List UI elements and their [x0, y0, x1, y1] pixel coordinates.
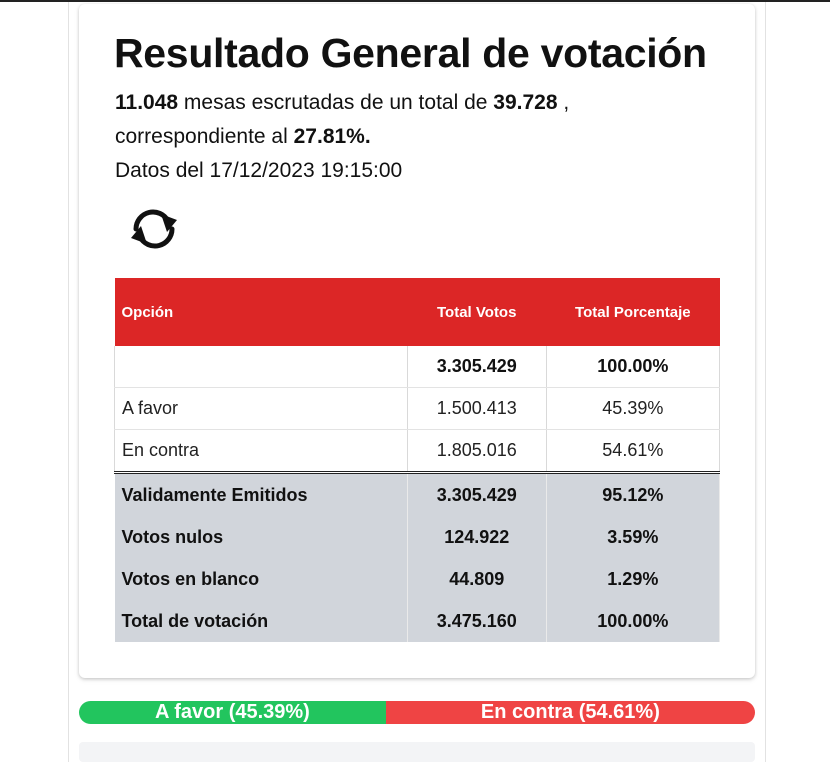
mesas-text: mesas escrutadas de un total de: [183, 91, 488, 114]
cell-opcion: Votos nulos: [115, 516, 408, 558]
table-row-total-valid: [115, 346, 720, 388]
table-header-row: [115, 278, 720, 346]
result-bar-en-contra: En contra (54.61%): [386, 701, 755, 724]
mesas-suffix: ,: [563, 91, 570, 114]
data-timestamp: Datos del 17/12/2023 19:15:00: [115, 159, 403, 182]
cell-votos: 124.922: [407, 516, 546, 558]
cell-porcentaje: 3.59%: [546, 516, 719, 558]
result-bar-a-favor: A favor (45.39%): [79, 701, 386, 724]
scrutiny-percentage: 27.81%.: [293, 125, 371, 148]
cell-porcentaje: 95.12%: [546, 473, 719, 517]
cell-opcion: En contra: [115, 430, 408, 473]
cell-votos: 1.805.016: [407, 430, 546, 473]
next-section-card: [79, 742, 755, 762]
header-total-votos: Total Votos: [407, 278, 546, 346]
cell-porcentaje: 54.61%: [546, 430, 719, 473]
mesas-escrutadas-count: 11.048: [115, 91, 179, 114]
result-progress-bar: [79, 701, 755, 724]
table-row-votos-en-blanco: [115, 558, 720, 600]
table-row-total-votacion: [115, 600, 720, 642]
cell-votos: 3.305.429: [407, 473, 546, 517]
refresh-button[interactable]: [126, 205, 182, 253]
cell-votos: 3.305.429: [407, 346, 546, 388]
mesas-total-count: 39.728: [493, 91, 558, 114]
cell-opcion: A favor: [115, 388, 408, 430]
correspondiente-text: correspondiente al: [115, 125, 288, 148]
cell-porcentaje: 100.00%: [546, 346, 719, 388]
table-row-votos-nulos: [115, 516, 720, 558]
mesas-line: [115, 86, 569, 120]
scrutiny-summary: [115, 86, 569, 188]
cell-porcentaje: 1.29%: [546, 558, 719, 600]
cell-opcion: Votos en blanco: [115, 558, 408, 600]
table-row-validamente-emitidos: [115, 473, 720, 517]
page-title: Resultado General de votación: [114, 30, 707, 76]
table-row-en-contra: [115, 430, 720, 473]
percentage-line: [115, 120, 569, 154]
cell-opcion: [115, 346, 408, 388]
cell-opcion: Validamente Emitidos: [115, 473, 408, 517]
cell-opcion: Total de votación: [115, 600, 408, 642]
cell-porcentaje: 100.00%: [546, 600, 719, 642]
header-total-porcentaje: Total Porcentaje: [546, 278, 719, 346]
cell-porcentaje: 45.39%: [546, 388, 719, 430]
cell-votos: 44.809: [407, 558, 546, 600]
header-opcion: Opción: [115, 278, 408, 346]
cell-votos: 1.500.413: [407, 388, 546, 430]
results-table: [114, 278, 720, 642]
refresh-icon: [126, 205, 182, 253]
table-row-a-favor: [115, 388, 720, 430]
cell-votos: 3.475.160: [407, 600, 546, 642]
